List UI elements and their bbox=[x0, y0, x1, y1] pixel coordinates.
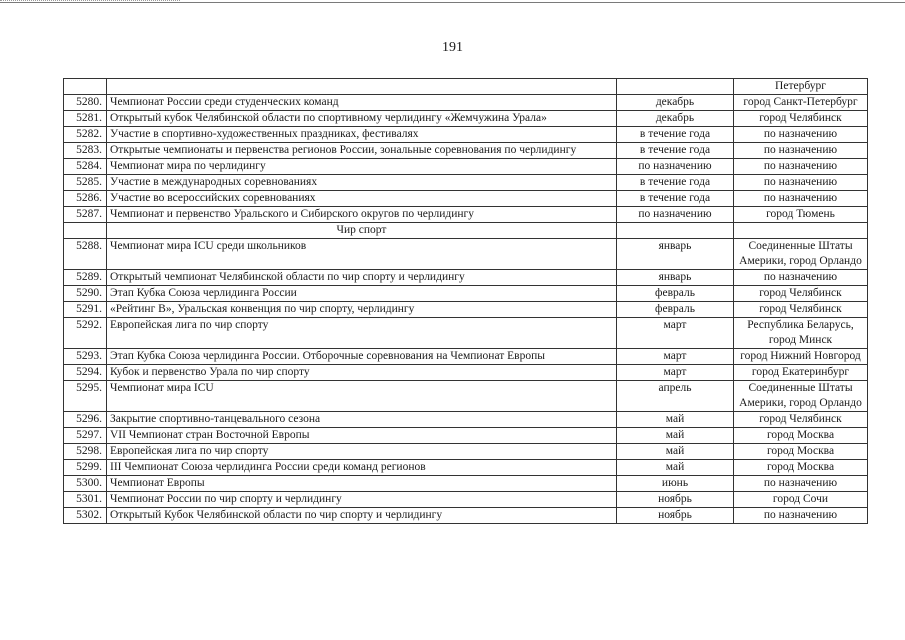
cell-num: 5282. bbox=[64, 127, 107, 143]
table-row bbox=[64, 492, 868, 508]
cell-date: март bbox=[617, 365, 734, 381]
cell-num: 5290. bbox=[64, 286, 107, 302]
cell-name: Открытый кубок Челябинской области по спортивному черлидингу «Жемчужина Урала» bbox=[107, 111, 617, 127]
table-row bbox=[64, 460, 868, 476]
cell-num: 5301. bbox=[64, 492, 107, 508]
cell-name: Кубок и первенство Урала по чир спорту bbox=[107, 365, 617, 381]
table-row bbox=[64, 191, 868, 207]
cell-date bbox=[617, 79, 734, 95]
cell-name: Чемпионат России по чир спорту и черлидингу bbox=[107, 492, 617, 508]
cell-place: город Москва bbox=[734, 428, 868, 444]
table-row bbox=[64, 207, 868, 223]
top-dotted-mark bbox=[0, 0, 180, 3]
table-row bbox=[64, 381, 868, 412]
cell-place: город Екатеринбург bbox=[734, 365, 868, 381]
cell-place bbox=[734, 223, 868, 239]
cell-name: Открытый Кубок Челябинской области по чир спорту и черлидингу bbox=[107, 508, 617, 524]
cell-place: город Челябинск bbox=[734, 111, 868, 127]
cell-name: III Чемпионат Союза черлидинга России среди команд регионов bbox=[107, 460, 617, 476]
cell-place: город Сочи bbox=[734, 492, 868, 508]
cell-name: Этап Кубка Союза черлидинга России. Отборочные соревнования на Чемпионат Европы bbox=[107, 349, 617, 365]
cell-name: Европейская лига по чир спорту bbox=[107, 444, 617, 460]
cell-place: город Челябинск bbox=[734, 412, 868, 428]
cell-date: по назначению bbox=[617, 207, 734, 223]
table-row bbox=[64, 365, 868, 381]
cell-place: город Санкт-Петербург bbox=[734, 95, 868, 111]
cell-num: 5302. bbox=[64, 508, 107, 524]
cell-num: 5285. bbox=[64, 175, 107, 191]
cell-date: январь bbox=[617, 270, 734, 286]
table-row bbox=[64, 412, 868, 428]
cell-date: май bbox=[617, 460, 734, 476]
page-number: 191 bbox=[442, 40, 463, 55]
table-row bbox=[64, 143, 868, 159]
cell-name: Открытый чемпионат Челябинской области по чир спорту и черлидингу bbox=[107, 270, 617, 286]
cell-date: март bbox=[617, 349, 734, 365]
cell-num: 5287. bbox=[64, 207, 107, 223]
cell-date bbox=[617, 223, 734, 239]
cell-num bbox=[64, 223, 107, 239]
cell-date: февраль bbox=[617, 302, 734, 318]
cell-date: май bbox=[617, 412, 734, 428]
cell-date: декабрь bbox=[617, 111, 734, 127]
cell-name: Участие в спортивно-художественных праздниках, фестивалях bbox=[107, 127, 617, 143]
cell-num: 5299. bbox=[64, 460, 107, 476]
table-row bbox=[64, 175, 868, 191]
cell-place: Петербург bbox=[734, 79, 868, 95]
cell-num: 5300. bbox=[64, 476, 107, 492]
cell-num: 5296. bbox=[64, 412, 107, 428]
cell-num: 5295. bbox=[64, 381, 107, 412]
cell-place: по назначению bbox=[734, 270, 868, 286]
cell-name: Чемпионат России среди студенческих команд bbox=[107, 95, 617, 111]
events-table bbox=[63, 78, 868, 524]
cell-name: Открытые чемпионаты и первенства регионов России, зональные соревнования по черлидингу bbox=[107, 143, 617, 159]
cell-date: в течение года bbox=[617, 175, 734, 191]
cell-place: по назначению bbox=[734, 175, 868, 191]
cell-place: город Челябинск bbox=[734, 302, 868, 318]
cell-name: Чемпионат мира ICU bbox=[107, 381, 617, 412]
cell-num: 5293. bbox=[64, 349, 107, 365]
table-row bbox=[64, 318, 868, 349]
table-row bbox=[64, 428, 868, 444]
cell-place: по назначению bbox=[734, 191, 868, 207]
table-row bbox=[64, 349, 868, 365]
cell-date: март bbox=[617, 318, 734, 349]
table-row bbox=[64, 111, 868, 127]
table-row bbox=[64, 476, 868, 492]
cell-num: 5284. bbox=[64, 159, 107, 175]
cell-place: Республика Беларусь, город Минск bbox=[734, 318, 868, 349]
cell-name bbox=[107, 79, 617, 95]
cell-name: Европейская лига по чир спорту bbox=[107, 318, 617, 349]
section-header-row bbox=[64, 223, 868, 239]
cell-date: апрель bbox=[617, 381, 734, 412]
cell-place: по назначению bbox=[734, 476, 868, 492]
cell-date: июнь bbox=[617, 476, 734, 492]
cell-date: по назначению bbox=[617, 159, 734, 175]
cell-num: 5280. bbox=[64, 95, 107, 111]
cell-place: Соединенные Штаты Америки, город Орландо bbox=[734, 239, 868, 270]
cell-place: город Тюмень bbox=[734, 207, 868, 223]
section-title: Чир спорт bbox=[107, 223, 617, 239]
events-table-body bbox=[64, 79, 868, 524]
table-row bbox=[64, 508, 868, 524]
cell-date: май bbox=[617, 444, 734, 460]
cell-name: Участие во всероссийских соревнованиях bbox=[107, 191, 617, 207]
cell-name: VII Чемпионат стран Восточной Европы bbox=[107, 428, 617, 444]
table-row bbox=[64, 270, 868, 286]
cell-num: 5292. bbox=[64, 318, 107, 349]
cell-num: 5297. bbox=[64, 428, 107, 444]
cell-name: Чемпионат мира ICU среди школьников bbox=[107, 239, 617, 270]
table-row bbox=[64, 159, 868, 175]
cell-date: май bbox=[617, 428, 734, 444]
cell-num: 5281. bbox=[64, 111, 107, 127]
cell-place: по назначению bbox=[734, 127, 868, 143]
cell-num: 5289. bbox=[64, 270, 107, 286]
cell-name: Чемпионат и первенство Уральского и Сибирского округов по черлидингу bbox=[107, 207, 617, 223]
table-row bbox=[64, 127, 868, 143]
cell-date: ноябрь bbox=[617, 508, 734, 524]
cell-num: 5288. bbox=[64, 239, 107, 270]
cell-place: город Нижний Новгород bbox=[734, 349, 868, 365]
cell-date: в течение года bbox=[617, 127, 734, 143]
cell-name: Участие в международных соревнованиях bbox=[107, 175, 617, 191]
cell-num: 5294. bbox=[64, 365, 107, 381]
cell-name: Чемпионат мира по черлидингу bbox=[107, 159, 617, 175]
cell-date: январь bbox=[617, 239, 734, 270]
cell-date: в течение года bbox=[617, 191, 734, 207]
cell-place: по назначению bbox=[734, 159, 868, 175]
cell-num bbox=[64, 79, 107, 95]
cell-place: город Челябинск bbox=[734, 286, 868, 302]
cell-date: ноябрь bbox=[617, 492, 734, 508]
cell-num: 5286. bbox=[64, 191, 107, 207]
cell-name: Чемпионат Европы bbox=[107, 476, 617, 492]
cell-name: Закрытие спортивно-танцевального сезона bbox=[107, 412, 617, 428]
cell-name: «Рейтинг В», Уральская конвенция по чир спорту, черлидингу bbox=[107, 302, 617, 318]
cell-name: Этап Кубка Союза черлидинга России bbox=[107, 286, 617, 302]
table-row bbox=[64, 286, 868, 302]
cell-place: Соединенные Штаты Америки, город Орландо bbox=[734, 381, 868, 412]
cell-date: декабрь bbox=[617, 95, 734, 111]
cell-date: в течение года bbox=[617, 143, 734, 159]
continuation-row bbox=[64, 79, 868, 95]
cell-num: 5298. bbox=[64, 444, 107, 460]
cell-num: 5283. bbox=[64, 143, 107, 159]
cell-place: по назначению bbox=[734, 508, 868, 524]
cell-date: февраль bbox=[617, 286, 734, 302]
cell-num: 5291. bbox=[64, 302, 107, 318]
table-row bbox=[64, 444, 868, 460]
table-row bbox=[64, 239, 868, 270]
cell-place: город Москва bbox=[734, 460, 868, 476]
table-row bbox=[64, 95, 868, 111]
table-row bbox=[64, 302, 868, 318]
cell-place: по назначению bbox=[734, 143, 868, 159]
cell-place: город Москва bbox=[734, 444, 868, 460]
